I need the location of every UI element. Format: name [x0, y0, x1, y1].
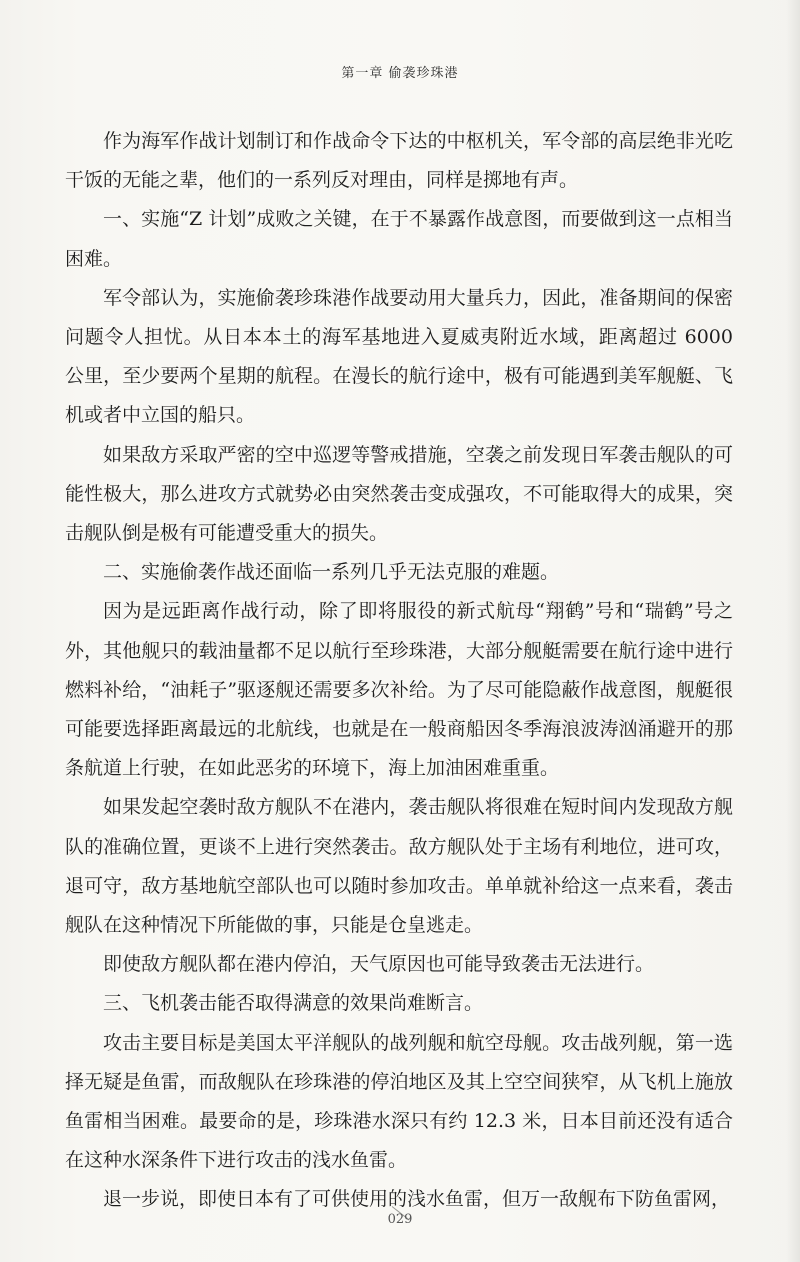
paragraph: 如果敌方采取严密的空中巡逻等警戒措施，空袭之前发现日军袭击舰队的可能性极大，那么进攻方式就势必由突然袭击变成强攻，不可能取得大的成果，突击舰队倒是极有可能遭受重大的损失。 — [65, 443, 733, 545]
paragraph: 即使敌方舰队都在港内停泊，天气原因也可能导致袭击无法进行。 — [103, 953, 655, 976]
paragraph: 一、实施“Z 计划”成败之关键，在于不暴露作战意图，而要做到这一点相当困难。 — [65, 208, 733, 270]
paragraph: 因为是远距离作战行动，除了即将服役的新式航母“翔鹤”号和“瑞鹤”号之外，其他舰只的载油量都不足以航行至珍珠港，大部分舰艇需要在航行途中进行燃料补给，“油耗子”驱逐舰还需要多次补给。为了尽可能隐蔽作战意图，舰艇很可能要选择距离最远的北航线，也就是在一般商船因冬季海浪波涛汹涌避开的那条航道上行驶，在如此恶劣的环境下，海上加油困难重重。 — [65, 600, 733, 780]
running-head: 第一章 偷袭珍珠港 — [341, 66, 459, 81]
paragraph: 三、飞机袭击能否取得满意的效果尚难断言。 — [103, 992, 484, 1015]
page-number: 029 — [387, 1212, 413, 1227]
page-edge-shadow — [786, 0, 800, 1262]
paragraph: 二、实施偷袭作战还面临一系列几乎无法克服的难题。 — [103, 561, 560, 584]
paragraph: 攻击主要目标是美国太平洋舰队的战列舰和航空母舰。攻击战列舰，第一选择无疑是鱼雷，而敌舰队在珍珠港的停泊地区及其上空空间狭窄，从飞机上施放鱼雷相当困难。最要命的是，珍珠港水深只有约 12.3 米，日本目前还没有适合在这种水深条件下进行攻击的浅水鱼雷。 — [65, 1031, 733, 1172]
paragraph: 作为海军作战计划制订和作战命令下达的中枢机关，军令部的高层绝非光吃干饭的无能之辈，他们的一系列反对理由，同样是掷地有声。 — [65, 130, 733, 192]
paragraph: 如果发起空袭时敌方舰队不在港内，袭击舰队将很难在短时间内发现敌方舰队的准确位置，更谈不上进行突然袭击。敌方舰队处于主场有利地位，进可攻，退可守，敌方基地航空部队也可以随时参加攻击。单单就补给这一点来看，袭击舰队在这种情况下所能做的事，只能是仓皇逃走。 — [65, 796, 733, 937]
paragraph: 退一步说，即使日本有了可供使用的浅水鱼雷，但万一敌舰布下防鱼雷网， — [103, 1188, 731, 1211]
body-text — [65, 122, 733, 1220]
paragraph: 军令部认为，实施偷袭珍珠港作战要动用大量兵力，因此，准备期间的保密问题令人担忧。从日本本土的海军基地进入夏威夷附近水域，距离超过 6000 公里，至少要两个星期的航程。在漫长的航行途中，极有可能遇到美军舰艇、飞机或者中立国的船只。 — [65, 286, 733, 427]
